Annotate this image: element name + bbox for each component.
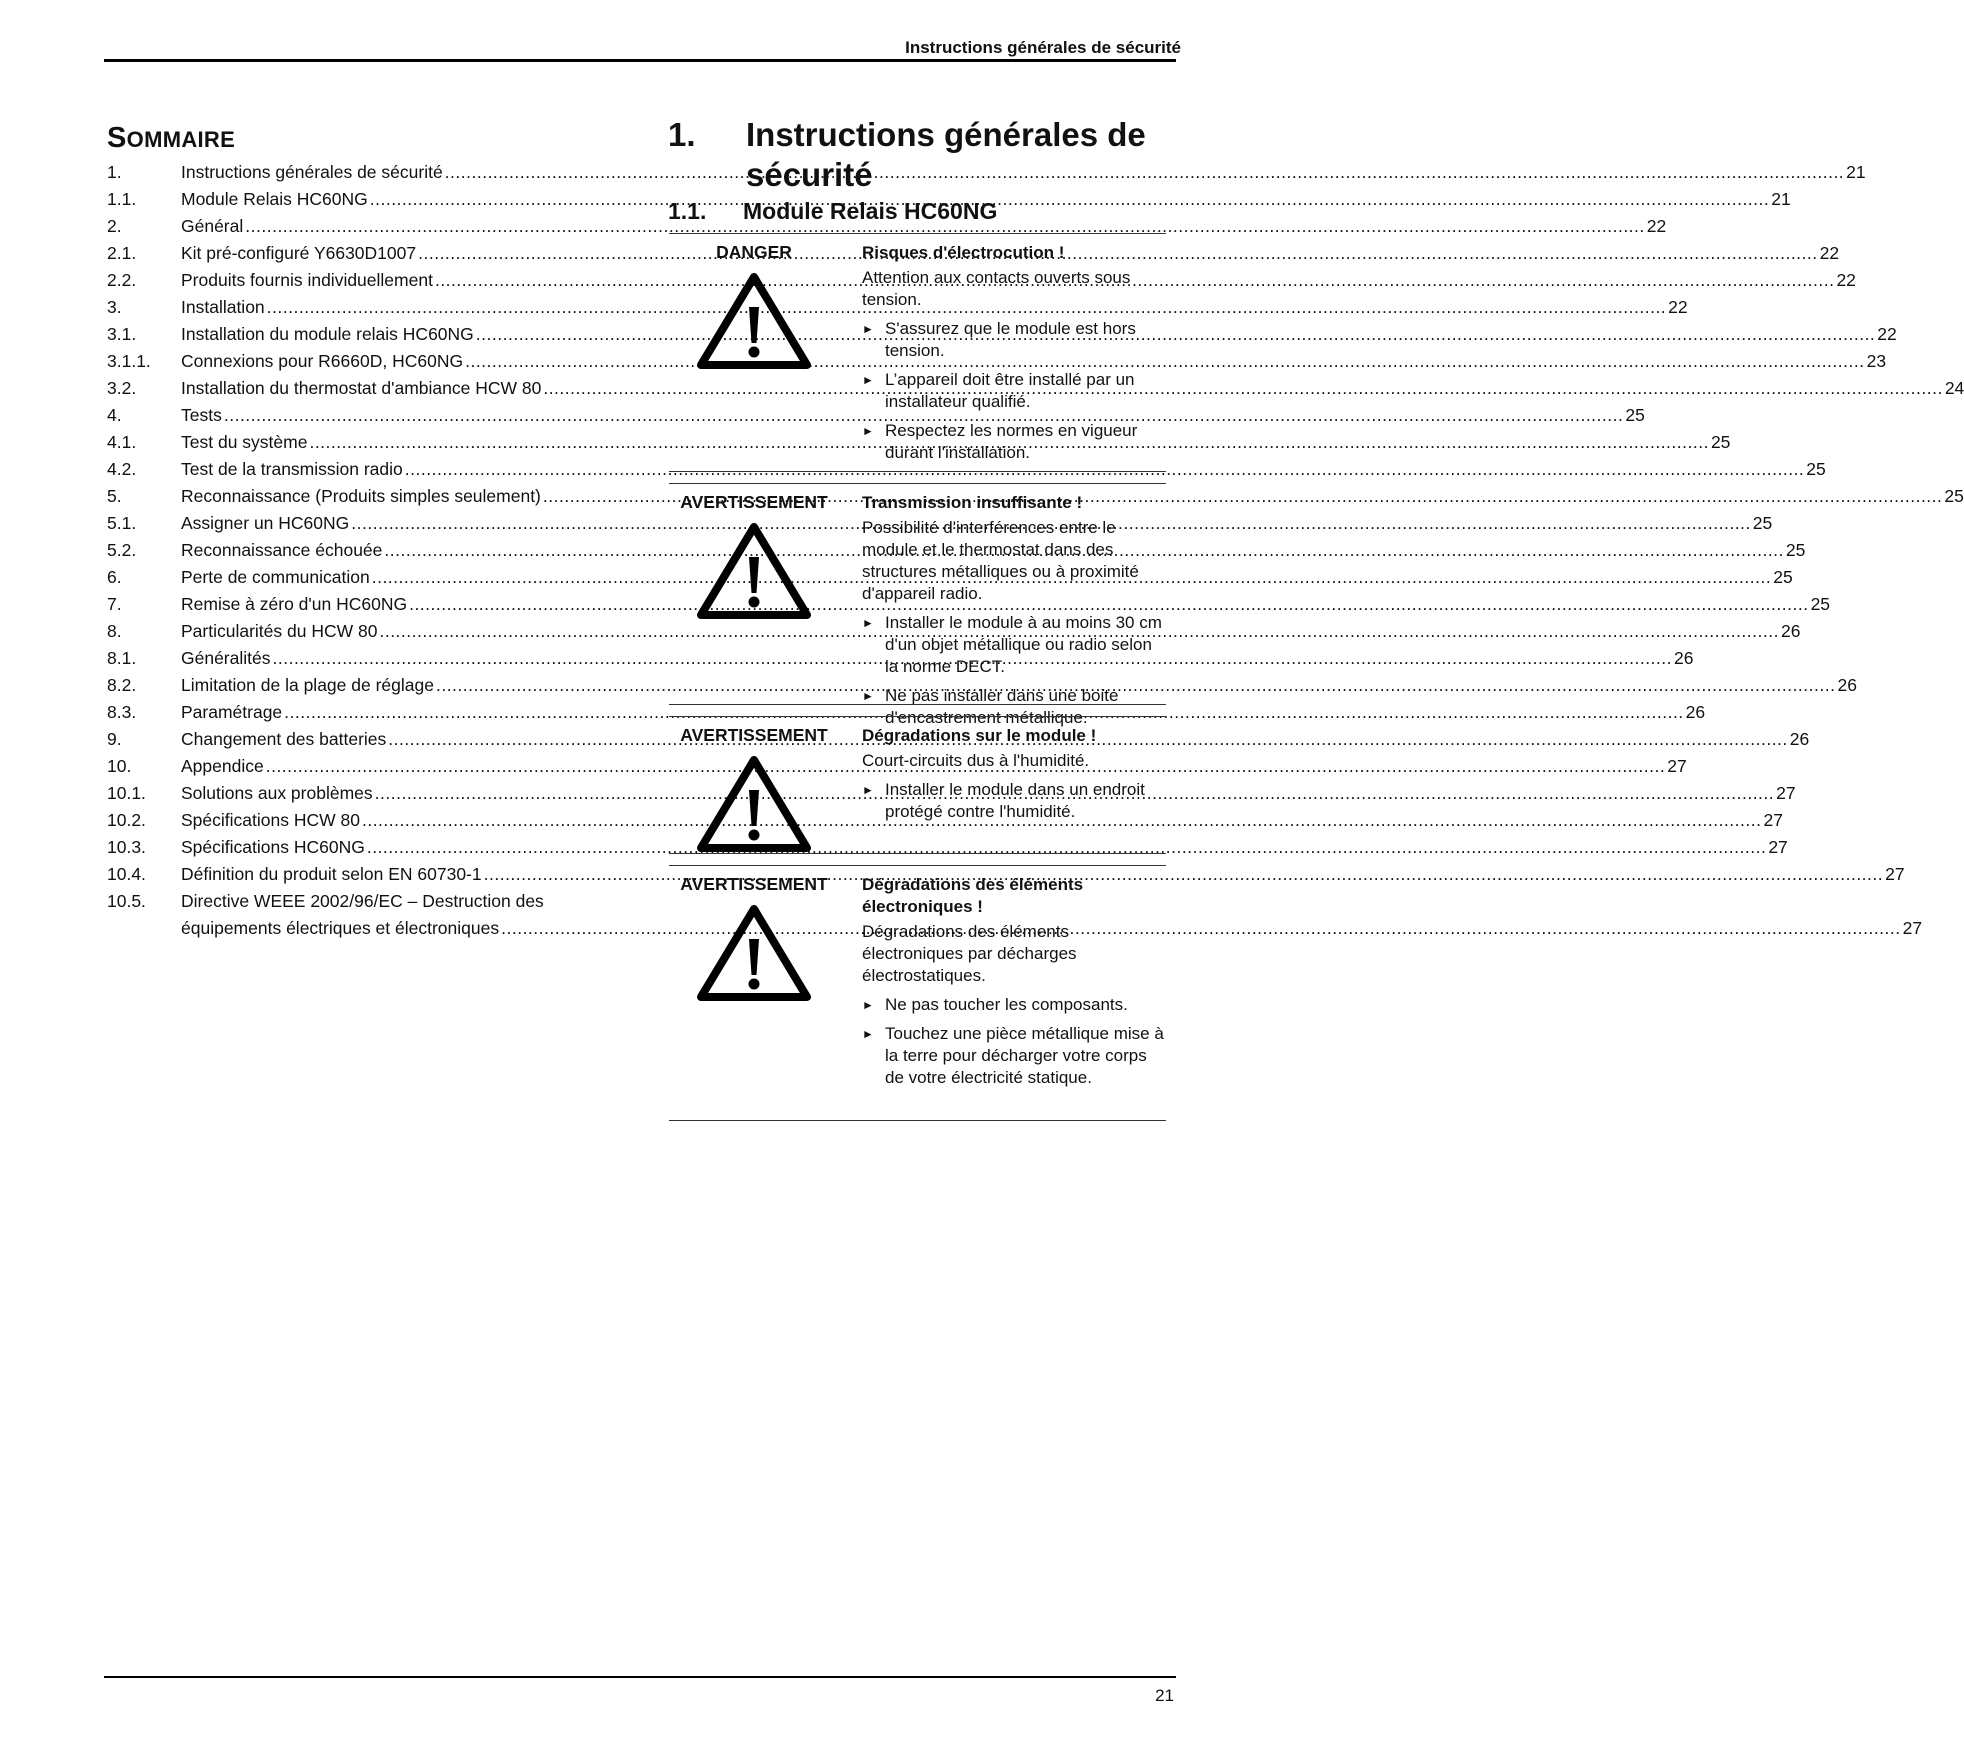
section-title: Instructions générales de sécurité: [746, 116, 1146, 193]
warning-block: [669, 233, 1166, 462]
subsection-number: 1.1.: [668, 198, 707, 224]
toc-entry[interactable]: [107, 213, 1667, 240]
separator-rule: [669, 471, 1166, 472]
toc-entry-number: 10.3.: [107, 837, 146, 857]
toc-entry-page: 21: [1771, 189, 1791, 209]
toc-entry-number: 2.2.: [107, 270, 137, 290]
toc-entry-number: 10.5.: [107, 891, 146, 911]
toc-entry-page: 22: [1668, 297, 1688, 317]
toc-entry-number: 8.2.: [107, 675, 137, 695]
warning-triangle-icon: [695, 903, 813, 1003]
toc-entry-label: Reconnaissance échouée: [181, 540, 383, 560]
toc-entry-page: 26: [1685, 702, 1706, 722]
toc-entry-number: 3.1.1.: [107, 351, 151, 371]
toc-entry[interactable]: [107, 159, 1866, 186]
toc-entry-label: Général: [181, 216, 244, 236]
toc-entry-page: 26: [1674, 648, 1694, 668]
separator-rule: [669, 853, 1166, 854]
bullet-arrow-icon: ►: [862, 998, 874, 1012]
toc-entry[interactable]: [107, 618, 1801, 645]
bullet-arrow-icon: ►: [862, 616, 874, 630]
toc-entry[interactable]: [107, 294, 1688, 321]
toc-entry[interactable]: [107, 672, 1857, 699]
toc-entry-label: Perte de communication: [181, 567, 370, 587]
toc-entry-label: Installation du module relais HC60NG: [181, 324, 474, 344]
toc-entry-label: Spécifications HC60NG: [181, 837, 365, 857]
toc-entry-label: Connexions pour R6660D, HC60NG: [181, 351, 464, 371]
toc-entry-label: Tests: [181, 405, 222, 425]
toc-title: SOMMAIRE: [107, 122, 236, 154]
toc-entry-number: 7.: [107, 594, 122, 614]
toc-entry[interactable]: [107, 456, 1826, 483]
toc-entry-label: Spécifications HCW 80: [181, 810, 360, 830]
toc-entry-label: Installation: [181, 297, 265, 317]
toc-entry-page: 27: [1763, 810, 1783, 830]
warning-triangle-icon: [695, 521, 813, 621]
toc-entry-page: 26: [1780, 621, 1801, 641]
toc-entry-page: 25: [1625, 405, 1645, 425]
toc-entry-number: 1.: [107, 162, 122, 182]
separator-rule: [669, 704, 1166, 705]
warning-title: Risques d'électrocution !: [862, 243, 1065, 262]
toc-entry-label: Installation du thermostat d'ambiance HCW 80: [181, 378, 542, 398]
toc-entry-page: 21: [1846, 162, 1866, 182]
toc-entry-label: Directive WEEE 2002/96/EC – Destruction des: [181, 891, 544, 911]
toc-entry-number: 8.: [107, 621, 122, 641]
bullet-item: [862, 318, 1167, 362]
toc-entry-page: 25: [1773, 567, 1793, 587]
toc-entry-page: 25: [1752, 513, 1773, 533]
bullet-text: Touchez une pièce métallique mise à la terre pour décharger votre corps de votre électricité statique.: [885, 1024, 1164, 1087]
toc-entry-label: Changement des batteries: [181, 729, 387, 749]
warning-triangle-icon: [695, 271, 813, 371]
toc-entry-number: 5.1.: [107, 513, 137, 533]
bullet-item: [862, 612, 1167, 678]
toc-entry-number: 10.: [107, 756, 132, 776]
section-number: 1.: [668, 116, 696, 153]
toc-entry[interactable]: [107, 537, 1806, 564]
toc-entry-number: 5.: [107, 486, 122, 506]
toc-entry-label: Instructions générales de sécurité: [181, 162, 443, 182]
bullet-text: Ne pas toucher les composants.: [885, 995, 1128, 1014]
bullet-arrow-icon: ►: [862, 424, 874, 438]
toc-entry-label: Test du système: [181, 432, 308, 452]
bullet-arrow-icon: ►: [862, 373, 874, 387]
toc-entry-number: 5.2.: [107, 540, 137, 560]
warning-label: AVERTISSEMENT: [680, 492, 828, 512]
bullet-text: Installer le module dans un endroit protégé contre l'humidité.: [885, 780, 1145, 821]
toc-entry-label: Particularités du HCW 80: [181, 621, 378, 641]
toc-entry-page: 22: [1646, 216, 1667, 236]
header-rule: [104, 59, 1176, 62]
warning-block: [669, 716, 1166, 861]
bullet-item: [862, 369, 1167, 413]
toc-entry-label: Assigner un HC60NG: [181, 513, 350, 533]
bullet-item: [862, 779, 1167, 823]
toc-entry-number: 4.: [107, 405, 122, 425]
toc-entry-page: 26: [1789, 729, 1810, 749]
warning-block: [669, 865, 1166, 1121]
toc-entry[interactable]: [107, 807, 1783, 834]
warning-text: Attention aux contacts ouverts sous tension.: [862, 268, 1131, 309]
toc-entry-number: 3.: [107, 297, 122, 317]
page-number: 21: [1155, 1686, 1174, 1705]
bullet-arrow-icon: ►: [862, 1027, 874, 1041]
toc-entry-page: 22: [1819, 243, 1840, 263]
toc-entry-page: 22: [1836, 270, 1856, 290]
toc-entry-label: équipements électriques et électroniques: [181, 918, 500, 938]
warning-title: Dégradations sur le module !: [862, 726, 1097, 745]
footer-rule: [104, 1676, 1176, 1678]
toc-entry-label: Limitation de la plage de réglage: [181, 675, 434, 695]
warning-text: Court-circuits dus à l'humidité.: [862, 751, 1090, 770]
toc-entry[interactable]: [107, 348, 1887, 375]
toc-entry[interactable]: [107, 564, 1793, 591]
toc-entry-number: 3.2.: [107, 378, 137, 398]
toc-entry-number: 8.1.: [107, 648, 137, 668]
toc-entry-label: Module Relais HC60NG: [181, 189, 368, 209]
toc-entry-number: 2.1.: [107, 243, 137, 263]
bullet-item: [862, 420, 1167, 464]
bullet-arrow-icon: ►: [862, 322, 874, 336]
toc-entry-page: 27: [1902, 918, 1923, 938]
bullet-text: Installer le module à au moins 30 cm d'un objet métallique ou radio selon la norme DECT.: [885, 613, 1162, 676]
toc-entry[interactable]: [107, 510, 1773, 537]
running-header: Instructions générales de sécurité: [905, 38, 1181, 57]
toc-entry-number: 10.1.: [107, 783, 146, 803]
toc-entry-page: 22: [1877, 324, 1897, 344]
toc-entry-number: 1.1.: [107, 189, 137, 209]
bullet-text: Ne pas installer dans une boite d'encastrement métallique.: [885, 686, 1119, 727]
toc-entry-number: 6.: [107, 567, 122, 587]
toc-entry-page: 26: [1837, 675, 1857, 695]
toc-entry-number: 10.2.: [107, 810, 146, 830]
bullet-arrow-icon: ►: [862, 783, 874, 797]
toc-entry-label: Solutions aux problèmes: [181, 783, 373, 803]
toc-entry-number: 2.: [107, 216, 122, 236]
bullet-text: S'assurez que le module est hors tension.: [885, 319, 1136, 360]
bullet-item: [862, 1023, 1167, 1089]
toc-entry-label: Reconnaissance (Produits simples seulement): [181, 486, 541, 506]
toc-entry-page: 27: [1667, 756, 1687, 776]
toc-entry-page: 24: [1944, 378, 1964, 398]
toc-entry-number: 10.4.: [107, 864, 146, 884]
toc-entry[interactable]: [107, 186, 1791, 213]
toc-entry-page: 23: [1866, 351, 1887, 371]
toc-entry-number: 9.: [107, 729, 122, 749]
toc-entry[interactable]: [107, 834, 1788, 861]
warning-title: Transmission insuffisante !: [862, 493, 1083, 512]
warning-block: [669, 483, 1166, 727]
toc-entry[interactable]: [107, 402, 1645, 429]
toc-entry-number: 4.1.: [107, 432, 137, 452]
warning-text: Possibilité d'interférences entre le module et le thermostat dans des structures métalliques ou à proximité d'appareil radio.: [862, 518, 1139, 603]
subsection-title: Module Relais HC60NG: [743, 198, 998, 224]
toc-entry-label: Définition du produit selon EN 60730-1: [181, 864, 482, 884]
toc-entry-label: Test de la transmission radio: [181, 459, 403, 479]
toc-entry-label: Remise à zéro d'un HC60NG: [181, 594, 408, 614]
toc-entry-page: 25: [1944, 486, 1964, 506]
bullet-arrow-icon: ►: [862, 689, 874, 703]
toc-entry-number: 4.2.: [107, 459, 137, 479]
toc-entry-page: 25: [1710, 432, 1731, 452]
toc-entry-number: 3.1.: [107, 324, 137, 344]
toc-entry-label: Produits fournis individuellement: [181, 270, 433, 290]
toc-entry-page: 27: [1768, 837, 1788, 857]
toc-entry-page: 25: [1785, 540, 1806, 560]
bullet-text: L’appareil doit être installé par un installateur qualifié.: [885, 370, 1135, 411]
warning-title: Dégradations des éléments électroniques !: [862, 875, 1084, 916]
toc-entry-label: Généralités: [181, 648, 271, 668]
toc-entry[interactable]: [107, 591, 1831, 618]
warning-label: AVERTISSEMENT: [680, 725, 828, 745]
warning-label: AVERTISSEMENT: [680, 874, 828, 894]
warning-label: DANGER: [716, 242, 792, 262]
bullet-item: [862, 994, 1167, 1016]
toc-entry-page: 27: [1885, 864, 1905, 884]
bullet-text: Respectez les normes en vigueur durant l'installation.: [885, 421, 1138, 462]
toc-entry-label: Appendice: [181, 756, 264, 776]
toc-entry-page: 25: [1810, 594, 1831, 614]
warning-text: Dégradations des éléments électroniques par décharges électrostatiques.: [862, 922, 1077, 985]
toc-entry-page: 27: [1776, 783, 1796, 803]
toc-entry-number: 8.3.: [107, 702, 137, 722]
toc-entry-label: Kit pré-configuré Y6630D1007: [181, 243, 417, 263]
toc-entry-page: 25: [1806, 459, 1826, 479]
toc-entry-label: Paramétrage: [181, 702, 283, 722]
toc-entry[interactable]: [107, 645, 1694, 672]
warning-triangle-icon: [695, 754, 813, 854]
